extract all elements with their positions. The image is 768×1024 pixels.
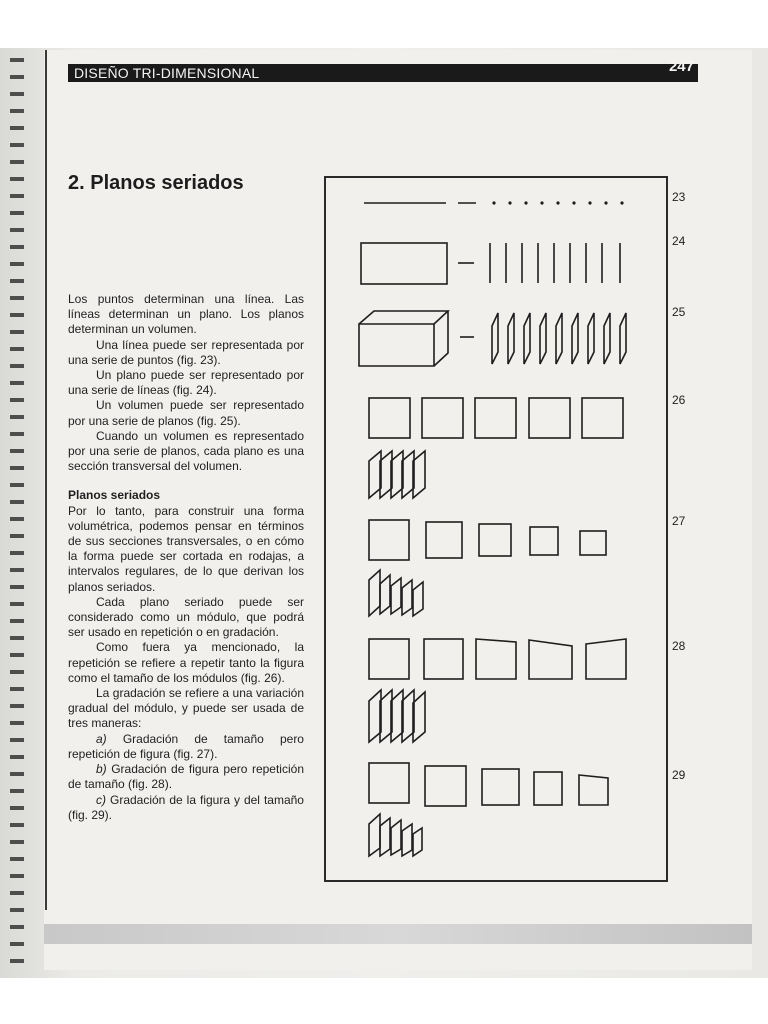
fig-24-plane-to-lines (361, 243, 620, 284)
fig-26-repetition (369, 398, 623, 498)
list-item-c (68, 793, 304, 823)
running-header-title: DISEÑO TRI-DIMENSIONAL (74, 65, 260, 81)
figure-number: 28 (672, 639, 686, 653)
section-title: 2. Planos seriados (68, 172, 244, 194)
figure-number: 26 (672, 393, 686, 407)
figure-number: 25 (672, 305, 686, 319)
paragraph: Cuando un volumen es representado por una serie de planos, cada plano es una sección transversal del volumen. (68, 428, 304, 474)
body-text (68, 292, 304, 823)
figure-number: 23 (672, 190, 686, 204)
spiral-binding (10, 50, 24, 970)
list-text: Gradación de tamaño pero repetición de figura (fig. 27). (68, 731, 304, 761)
figures-illustration (324, 176, 668, 882)
figure-number: 24 (672, 234, 686, 248)
paragraph: Un volumen puede ser representado por una serie de planos (fig. 25). (68, 398, 304, 428)
bottom-shadow-band (44, 924, 752, 944)
margin-rule (45, 50, 47, 910)
fig-23-line-to-points (364, 201, 624, 204)
list-item-a (68, 732, 304, 762)
paragraph: Cada plano seriado puede ser considerado como un módulo, que podrá ser usado en repetición o en gradación. (68, 594, 304, 640)
figure-number: 29 (672, 768, 686, 782)
paragraph: Por lo tanto, para construir una forma volumétrica, podemos pensar en términos de sus secciones transversales, o en cómo la forma puede ser cortada en rodajas, a intervalos regulares, de lo que derivan los planos seriados. (68, 503, 304, 594)
paragraph: Una línea puede ser representada por una serie de puntos (fig. 23). (68, 337, 304, 367)
page-number: 247 (668, 58, 694, 75)
paragraph: La gradación se refiere a una variación gradual del módulo, y puede ser usada de tres maneras: (68, 686, 304, 731)
fig-28-shape-gradation (369, 639, 626, 742)
list-label: a) (96, 731, 107, 746)
subheading: Planos seriados (68, 488, 161, 503)
paragraph: Como fuera ya mencionado, la repetición se refiere a repetir tanto la figura como el tamaño de los módulos (fig. 26). (68, 640, 304, 685)
list-label: c) (96, 792, 106, 807)
figure-number: 27 (672, 514, 686, 528)
paragraph: Los puntos determinan una línea. Las líneas determinan un plano. Los planos determinan un volumen. (68, 292, 304, 337)
fig-29-shape-and-size-gradation (369, 763, 608, 856)
fig-27-size-gradation (369, 520, 606, 616)
list-item-b (68, 762, 304, 792)
list-text: Gradación de la figura y del tamaño (fig. 29). (68, 792, 304, 822)
paragraph: Un plano puede ser representado por una serie de líneas (fig. 24). (68, 368, 304, 398)
fig-25-volume-to-planes (359, 311, 626, 366)
list-text: Gradación de figura pero repetición de tamaño (fig. 28). (68, 762, 304, 792)
list-label: b) (96, 762, 107, 777)
